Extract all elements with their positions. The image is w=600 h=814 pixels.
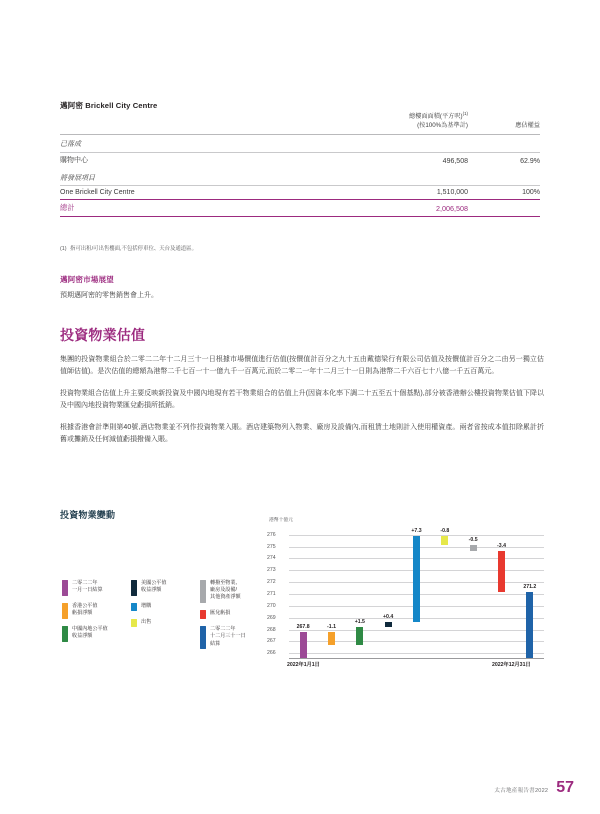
- table-total-row: [60, 199, 540, 217]
- gridline: [289, 653, 544, 654]
- table-total-label: 總計: [60, 199, 358, 217]
- legend-label: 匯兌虧損: [210, 610, 231, 617]
- table-total-interest: [468, 199, 540, 217]
- chart-plot-area: [267, 516, 544, 688]
- chart-bar: [413, 536, 420, 623]
- table-total-gfa: 2,006,508: [358, 199, 468, 217]
- chart-bar: [498, 551, 505, 591]
- legend-label: 增購: [141, 603, 152, 610]
- table-title: 邁阿密 Brickell City Centre: [60, 101, 158, 110]
- legend-column-2: [131, 580, 200, 649]
- table-header-gfa: [358, 111, 468, 134]
- legend-swatch-icon: [62, 580, 68, 596]
- y-axis-tick-label: 271: [267, 591, 276, 597]
- legend-swatch-icon: [131, 619, 137, 627]
- valuation-heading: 投資物業估值: [60, 327, 146, 343]
- legend-label: 轉撥至物業、 廠房及設備/ 其他資產淨額: [210, 580, 241, 601]
- legend-item-us-fair-value-gain: [131, 580, 200, 596]
- chart-bar-value-label: +1.5: [354, 619, 365, 626]
- legend-item-transfers: [200, 580, 269, 603]
- y-axis-tick-label: 266: [267, 650, 276, 657]
- y-axis-tick-label: 270: [267, 602, 276, 609]
- chart-xaxis-label-end: 2022年12月31日: [492, 662, 531, 668]
- valuation-paragraph-1: 集團的投資物業組合於二零二二年十二月三十一日根據市場價值進行估值(按價值計百分之九十五由戴德梁行有限公司估值及按價值計百分之二由另一獨立估值師估值)。是次估值的總額為港幣二千七百一十一億九千一百萬元,而於二零二一年十二月三十一日則為港幣二千六百七十八億一千五百萬元。: [60, 356, 544, 376]
- legend-swatch-icon: [62, 603, 68, 619]
- legend-item-closing-balance: [200, 626, 269, 649]
- chart-bar-value-label: -3.4: [497, 543, 506, 550]
- chart-bar-value-label: +7.3: [411, 527, 422, 534]
- valuation-section: [60, 325, 544, 446]
- table-cell-name: One Brickell City Centre: [60, 188, 135, 196]
- table-header-row: [60, 111, 540, 134]
- chart-legend: [62, 580, 270, 649]
- y-axis-tick-label: 274: [267, 555, 276, 562]
- footnote: [60, 245, 544, 253]
- y-axis-tick-label: 276: [267, 531, 276, 538]
- legend-label: 二零二二年 十二月三十一日 結算: [210, 626, 246, 647]
- legend-swatch-icon: [131, 603, 137, 611]
- legend-swatch-icon: [200, 610, 206, 618]
- table-header-gfa-superscript: (1): [462, 111, 468, 116]
- legend-label: 出售: [141, 618, 152, 625]
- y-axis-tick-label: 275: [267, 543, 276, 550]
- footnote-text: 指可出租/可出售樓面,不包括停車位、天台及通道區。: [70, 246, 197, 252]
- chart-bar: [356, 627, 363, 645]
- chart-unit-label: 港幣十億元: [269, 518, 293, 523]
- chart-bar-value-label: +0.4: [383, 614, 394, 621]
- chart-bar-value-label: -1.1: [327, 623, 336, 630]
- table-cell-interest: 100%: [522, 188, 540, 196]
- chart-bar: [470, 545, 477, 551]
- miami-outlook-section: [60, 274, 544, 302]
- legend-swatch-icon: [62, 626, 68, 642]
- legend-item-opening-balance: [62, 580, 131, 596]
- footer-report-name: 太古地產報告書2022: [494, 788, 549, 794]
- valuation-paragraph-3: 根據香港會計準則第40號,酒店物業並不列作投資物業入賬。酒店建築物列入物業、廠房及設備內,而租賃土地則計入使用權資產。兩者省按成本值扣除累計折舊或攤銷及任何減值虧損撥備入賬。: [60, 424, 544, 444]
- chart-axis-baseline: [289, 658, 544, 659]
- legend-column-3: [200, 580, 269, 649]
- y-axis-tick-label: 267: [267, 638, 276, 645]
- legend-label: 中國內地公平值 收益淨額: [72, 626, 108, 640]
- table-group-label-row: [60, 168, 540, 185]
- chart-bar: [385, 622, 392, 627]
- brickell-table-section: [60, 100, 540, 217]
- table-header-blank: [60, 111, 358, 134]
- footnote-block: [60, 245, 544, 253]
- table-cell-gfa: 1,510,000: [436, 188, 468, 196]
- table-cell-gfa: 496,508: [442, 158, 468, 166]
- y-axis-tick-label: 269: [267, 614, 276, 621]
- legend-item-mainland-fair-value-gain: [62, 626, 131, 642]
- chart-bar-value-label: -0.8: [440, 527, 450, 534]
- legend-swatch-icon: [131, 580, 137, 596]
- legend-item-exchange-loss: [200, 610, 269, 618]
- legend-label: 美國公平值 收益淨額: [141, 580, 167, 594]
- table-row: [60, 186, 540, 200]
- y-axis-tick-label: 272: [267, 579, 276, 586]
- legend-swatch-icon: [200, 626, 206, 649]
- chart-bar-value-label: 267.8: [296, 623, 310, 630]
- table-row: [60, 152, 540, 168]
- legend-label: 二零二二年 一月一日結算: [72, 580, 103, 594]
- table-header-gfa-line1: 總樓面面積(平方呎): [408, 113, 463, 121]
- outlook-heading: 邁阿密市場展望: [60, 275, 114, 284]
- y-axis-tick-label: 268: [267, 626, 276, 633]
- investment-property-movement-chart: [60, 508, 544, 688]
- y-axis-tick-label: 273: [267, 567, 276, 574]
- legend-item-disposals: [131, 619, 200, 627]
- brickell-table: [60, 111, 540, 217]
- chart-bar: [328, 632, 335, 645]
- footnote-marker: (1): [60, 246, 67, 252]
- table-header-interest-line1: 應佔權益: [515, 122, 540, 130]
- legend-column-1: [62, 580, 131, 649]
- chart-xaxis-label-start: 2022年1月1日: [287, 662, 320, 668]
- chart-bar-value-label: 271.2: [523, 583, 537, 590]
- outlook-paragraph: 預期邁阿密的零售銷售會上升。: [60, 292, 158, 299]
- chart-bar-value-label: -0.5: [468, 537, 478, 544]
- legend-item-additions: [131, 603, 200, 611]
- valuation-paragraph-2: 投資物業組合估值上升主要反映新投資及中國內地現有若干物業組合的估值上升(因資本化率下調二十五至五十個基點),部分被香港辦公樓投資物業估值下降以及中國內地投資物業匯兌虧損所抵銷。: [60, 390, 544, 410]
- table-group-label-row: [60, 134, 540, 152]
- table-header-interest: [468, 111, 540, 134]
- table-group-completed-label: 已落成: [60, 141, 81, 149]
- legend-label: 香港公平值 虧損淨額: [72, 603, 98, 617]
- chart-title: 投資物業變動: [60, 510, 116, 520]
- legend-item-hk-fair-value-loss: [62, 603, 131, 619]
- table-header-gfa-line2: (按100%為基準計): [417, 122, 468, 130]
- chart-bar: [300, 632, 307, 658]
- chart-bar: [441, 536, 448, 545]
- table-cell-name: 購物中心: [60, 157, 88, 165]
- table-cell-interest: 62.9%: [520, 158, 540, 166]
- page-number: 57: [556, 779, 574, 796]
- legend-swatch-icon: [200, 580, 206, 603]
- page-footer: [494, 780, 574, 796]
- table-group-future-label: 將發展項目: [60, 174, 95, 182]
- chart-bar: [526, 592, 533, 658]
